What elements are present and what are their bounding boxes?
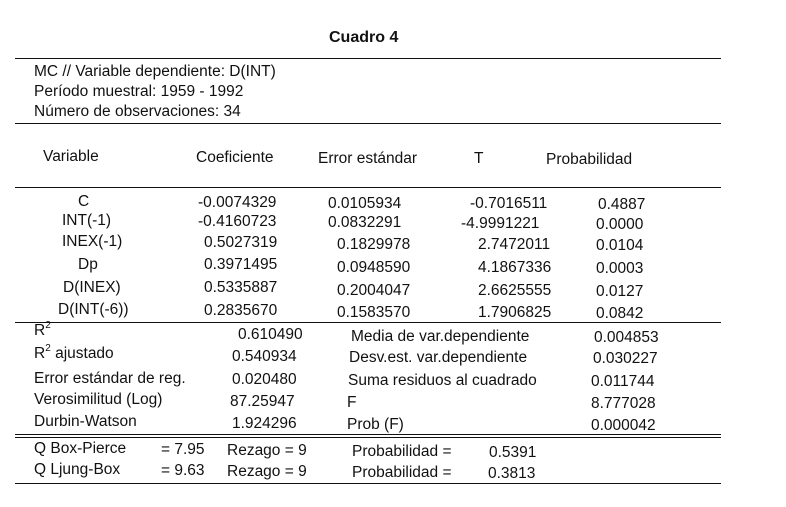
row-t: -4.9991221 <box>461 215 540 232</box>
rule-stats-bottom-2 <box>15 437 721 438</box>
stat-right-value: 0.030227 <box>593 350 658 367</box>
table-title: Cuadro 4 <box>329 29 399 46</box>
stat-value: 0.020480 <box>232 371 297 388</box>
row-probability: 0.0000 <box>596 216 644 233</box>
row-probability: 0.0003 <box>596 260 644 277</box>
stat-value: 87.25947 <box>230 393 295 410</box>
row-std-error: 0.0948590 <box>337 259 411 276</box>
header-coefficient: Coeficiente <box>196 149 274 166</box>
rule-bottom <box>15 483 721 484</box>
test-lag: Rezago = 9 <box>227 442 307 459</box>
row-variable: INEX(-1) <box>62 233 123 250</box>
stat-value: 0.610490 <box>238 326 303 343</box>
row-coefficient: 0.2835670 <box>204 302 278 319</box>
stat-right-label: Desv.est. var.dependiente <box>349 349 528 366</box>
row-variable: D(INT(-6)) <box>58 301 129 318</box>
rule-coef-bottom <box>15 322 721 323</box>
row-coefficient: 0.5027319 <box>204 234 278 251</box>
row-t: 1.7906825 <box>478 304 552 321</box>
header-variable: Variable <box>43 148 99 165</box>
test-value: = 7.95 <box>161 441 205 458</box>
row-std-error: 0.2004047 <box>337 282 411 299</box>
info-line-observations: Número de observaciones: 34 <box>34 103 241 120</box>
rule-header-bottom <box>15 187 721 188</box>
stat-right-label: Prob (F) <box>347 416 404 433</box>
row-variable: C <box>78 193 90 210</box>
row-t: 2.7472011 <box>478 236 551 253</box>
stat-label: $R^2$ ajustado <box>34 343 114 362</box>
test-lag: Rezago = 9 <box>227 463 307 480</box>
row-probability: 0.0127 <box>596 283 644 300</box>
stat-right-label: F <box>347 394 357 411</box>
row-variable: Dp <box>78 256 98 273</box>
row-probability: 0.4887 <box>598 196 646 213</box>
row-coefficient: -0.4160723 <box>198 213 277 230</box>
test-probability-value: 0.5391 <box>489 444 537 461</box>
test-name: Q Box-Pierce <box>34 440 127 457</box>
row-coefficient: 0.5335887 <box>204 279 278 296</box>
row-coefficient: -0.0074329 <box>198 194 277 211</box>
test-probability-label: Probabilidad = <box>352 464 452 481</box>
test-name: Q Ljung-Box <box>34 461 121 478</box>
test-probability-label: Probabilidad = <box>352 443 452 460</box>
row-t: -0.7016511 <box>470 195 548 212</box>
row-std-error: 0.1583570 <box>337 304 411 321</box>
stat-right-value: 0.011744 <box>591 373 655 390</box>
info-line-period: Período muestral: 1959 - 1992 <box>34 83 244 100</box>
stat-label: $R^2$ <box>34 320 51 339</box>
info-line-dependent: MC // Variable dependiente: D(INT) <box>34 63 276 80</box>
row-variable: INT(-1) <box>62 212 112 229</box>
test-value: = 9.63 <box>161 462 205 479</box>
row-std-error: 0.0832291 <box>328 214 402 231</box>
stat-value: 1.924296 <box>232 415 297 432</box>
stat-right-value: 0.004853 <box>594 329 659 346</box>
stat-label: Verosimilitud (Log) <box>34 391 163 408</box>
stat-value: 0.540934 <box>232 348 297 365</box>
test-probability-value: 0.3813 <box>488 465 536 482</box>
stat-right-value: 0.000042 <box>591 417 656 434</box>
stat-label: Error estándar de reg. <box>34 370 186 387</box>
header-probability: Probabilidad <box>546 151 633 168</box>
row-probability: 0.0104 <box>596 237 644 254</box>
header-std-error: Error estándar <box>318 150 418 167</box>
rule-stats-bottom-1 <box>15 434 721 435</box>
stat-right-label: Media de var.dependiente <box>351 328 530 345</box>
row-probability: 0.0842 <box>596 305 644 322</box>
row-t: 4.1867336 <box>478 259 552 276</box>
row-std-error: 0.0105934 <box>328 195 402 212</box>
row-t: 2.6625555 <box>478 282 552 299</box>
row-std-error: 0.1829978 <box>337 236 411 253</box>
rule-info-bottom <box>15 123 721 124</box>
row-variable: D(INEX) <box>63 279 121 296</box>
stat-right-label: Suma residuos al cuadrado <box>348 372 537 389</box>
stat-right-value: 8.777028 <box>591 395 656 412</box>
header-t: T <box>474 150 484 167</box>
stat-label: Durbin-Watson <box>34 413 137 430</box>
row-coefficient: 0.3971495 <box>204 256 278 273</box>
rule-top <box>15 58 721 59</box>
